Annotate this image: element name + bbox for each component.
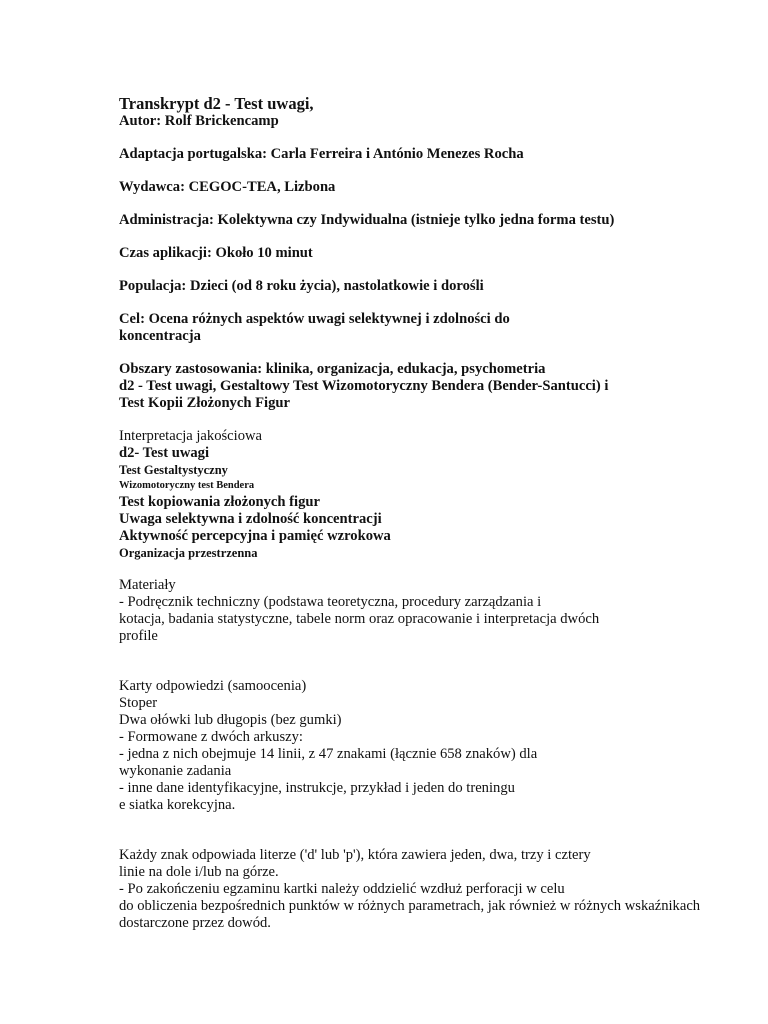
administration-line: Administracja: Kolektywna czy Indywidualna (istnieje tylko jedna forma testu) [119,212,615,228]
materials-line: profile [119,628,158,644]
interpretation-item: Test kopiowania złożonych figur [119,494,320,510]
publisher-line: Wydawca: CEGOC-TEA, Lizbona [119,179,336,195]
interpretation-heading: Interpretacja jakościowa [119,428,263,444]
tests-line-cont: Test Kopii Złożonych Figur [119,395,290,411]
cards-line: - inne dane identyfikacyjne, instrukcje, przykład i jeden do treningu [119,780,515,796]
adaptation-line: Adaptacja portugalska: Carla Ferreira i António Menezes Rocha [119,146,524,162]
cards-line: - Formowane z dwóch arkuszy: [119,729,303,745]
goal-line: Cel: Ocena różnych aspektów uwagi selektywnej i zdolności do [119,311,510,327]
final-line: linie na dole i/lub na górze. [119,864,279,880]
cards-line: Stoper [119,695,158,711]
materials-line: - Podręcznik techniczny (podstawa teoretyczna, procedury zarządzania i [119,594,542,610]
interpretation-item: Test Gestaltystyczny [119,463,228,477]
document-title: Transkrypt d2 - Test uwagi, [119,94,314,113]
interpretation-item: Uwaga selektywna i zdolność koncentracji [119,511,382,527]
materials-heading: Materiały [119,577,176,593]
final-line: dostarczone przez dowód. [119,915,271,931]
materials-line: kotacja, badania statystyczne, tabele norm oraz opracowanie i interpretacja dwóch [119,611,600,627]
population-line: Populacja: Dzieci (od 8 roku życia), nastolatkowie i dorośli [119,278,484,294]
interpretation-item: d2- Test uwagi [119,445,210,461]
final-line: Każdy znak odpowiada literze ('d' lub 'p'), która zawiera jeden, dwa, trzy i cztery [119,847,591,863]
final-line: - Po zakończeniu egzaminu kartki należy oddzielić wzdłuż perforacji w celu [119,881,565,897]
cards-line: Karty odpowiedzi (samoocenia) [119,678,307,694]
document-page [119,94,759,932]
interpretation-item: Organizacja przestrzenna [119,546,258,560]
cards-line: - jedna z nich obejmuje 14 linii, z 47 znakami (łącznie 658 znaków) dla [119,746,538,762]
interpretation-item: Wizomotoryczny test Bendera [119,480,255,491]
areas-line: Obszary zastosowania: klinika, organizacja, edukacja, psychometria [119,361,546,377]
cards-line: Dwa ołówki lub długopis (bez gumki) [119,712,342,728]
cards-line: wykonanie zadania [119,763,232,779]
goal-line-cont: koncentracja [119,328,201,344]
final-line: do obliczenia bezpośrednich punktów w różnych parametrach, jak również w różnych wskaźnikach [119,898,701,914]
tests-line: d2 - Test uwagi, Gestaltowy Test Wizomotoryczny Bendera (Bender-Santucci) i [119,378,609,394]
author-line: Autor: Rolf Brickencamp [119,113,279,129]
cards-line: e siatka korekcyjna. [119,797,236,813]
time-line: Czas aplikacji: Około 10 minut [119,245,313,261]
interpretation-item: Aktywność percepcyjna i pamięć wzrokowa [119,528,391,544]
